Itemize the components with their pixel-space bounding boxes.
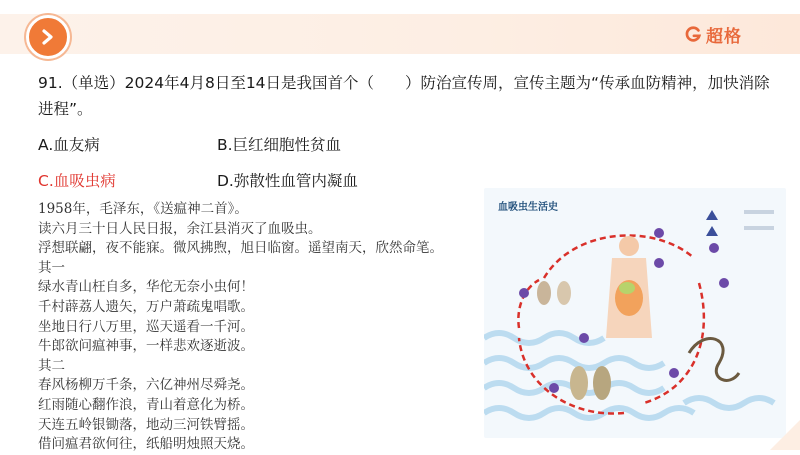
logo <box>684 23 742 45</box>
poem-line: 天连五岭银锄落，地动三河铁臂摇。 <box>38 416 254 433</box>
poem-line: 春风杨柳万千条，六亿神州尽舜尧。 <box>38 377 254 394</box>
cycle-arrow <box>518 280 539 328</box>
poem-line: 坐地日行八万里，巡天遥看一千河。 <box>38 318 254 335</box>
logo-mark-icon <box>684 25 702 43</box>
question-text: 91.（单选）2024年4月8日至14日是我国首个（ ）防治宣传周，宣传主题为“传承血防精神，加快消除进程”。 <box>38 74 770 118</box>
poem-line: 千村薜荔人遗矢，万户萧疏鬼唱歌。 <box>38 298 254 315</box>
option-d[interactable]: D.弥散性血管内凝血 <box>217 172 358 190</box>
poem-line: 1958年，毛泽东，《送瘟神二首》。 <box>38 201 248 217</box>
poem-block <box>38 200 488 455</box>
poem-line: 红雨随心翻作浪，青山着意化为桥。 <box>38 396 254 413</box>
poem-line: 牛郎欲问瘟神事，一样悲欢逐逝波。 <box>38 338 254 355</box>
adult-worm-icon <box>689 339 739 381</box>
poem-line: 绿水青山枉自多，华佗无奈小虫何！ <box>38 279 254 296</box>
top-banner <box>0 14 800 54</box>
decorative-corner <box>710 400 800 450</box>
option-b[interactable]: B.巨红细胞性贫血 <box>217 136 342 154</box>
option-c[interactable]: C.血吸虫病 <box>38 172 116 190</box>
poem-line: 读六月三十日人民日报，余江县消灭了血吸虫。 <box>38 220 322 237</box>
cycle-arrow <box>644 283 704 403</box>
lifecycle-title: 血吸虫生活史 <box>498 202 558 213</box>
chevron-right-icon <box>39 28 57 46</box>
human-figure-icon <box>606 236 652 338</box>
next-button[interactable] <box>26 15 70 59</box>
legend-markers <box>706 210 774 236</box>
logo-text: 超格 <box>706 26 742 47</box>
snail-icon <box>537 281 571 305</box>
option-a[interactable]: A.血友病 <box>38 136 100 154</box>
poem-line: 其一 <box>38 259 65 276</box>
poem-line: 其二 <box>38 357 65 374</box>
poem-line: 浮想联翩，夜不能寐。微风拂煦，旭日临窗。遥望南天，欣然命笔。 <box>38 240 443 257</box>
poem-line: 借问瘟君欲何往，纸船明烛照天烧。 <box>38 436 254 453</box>
